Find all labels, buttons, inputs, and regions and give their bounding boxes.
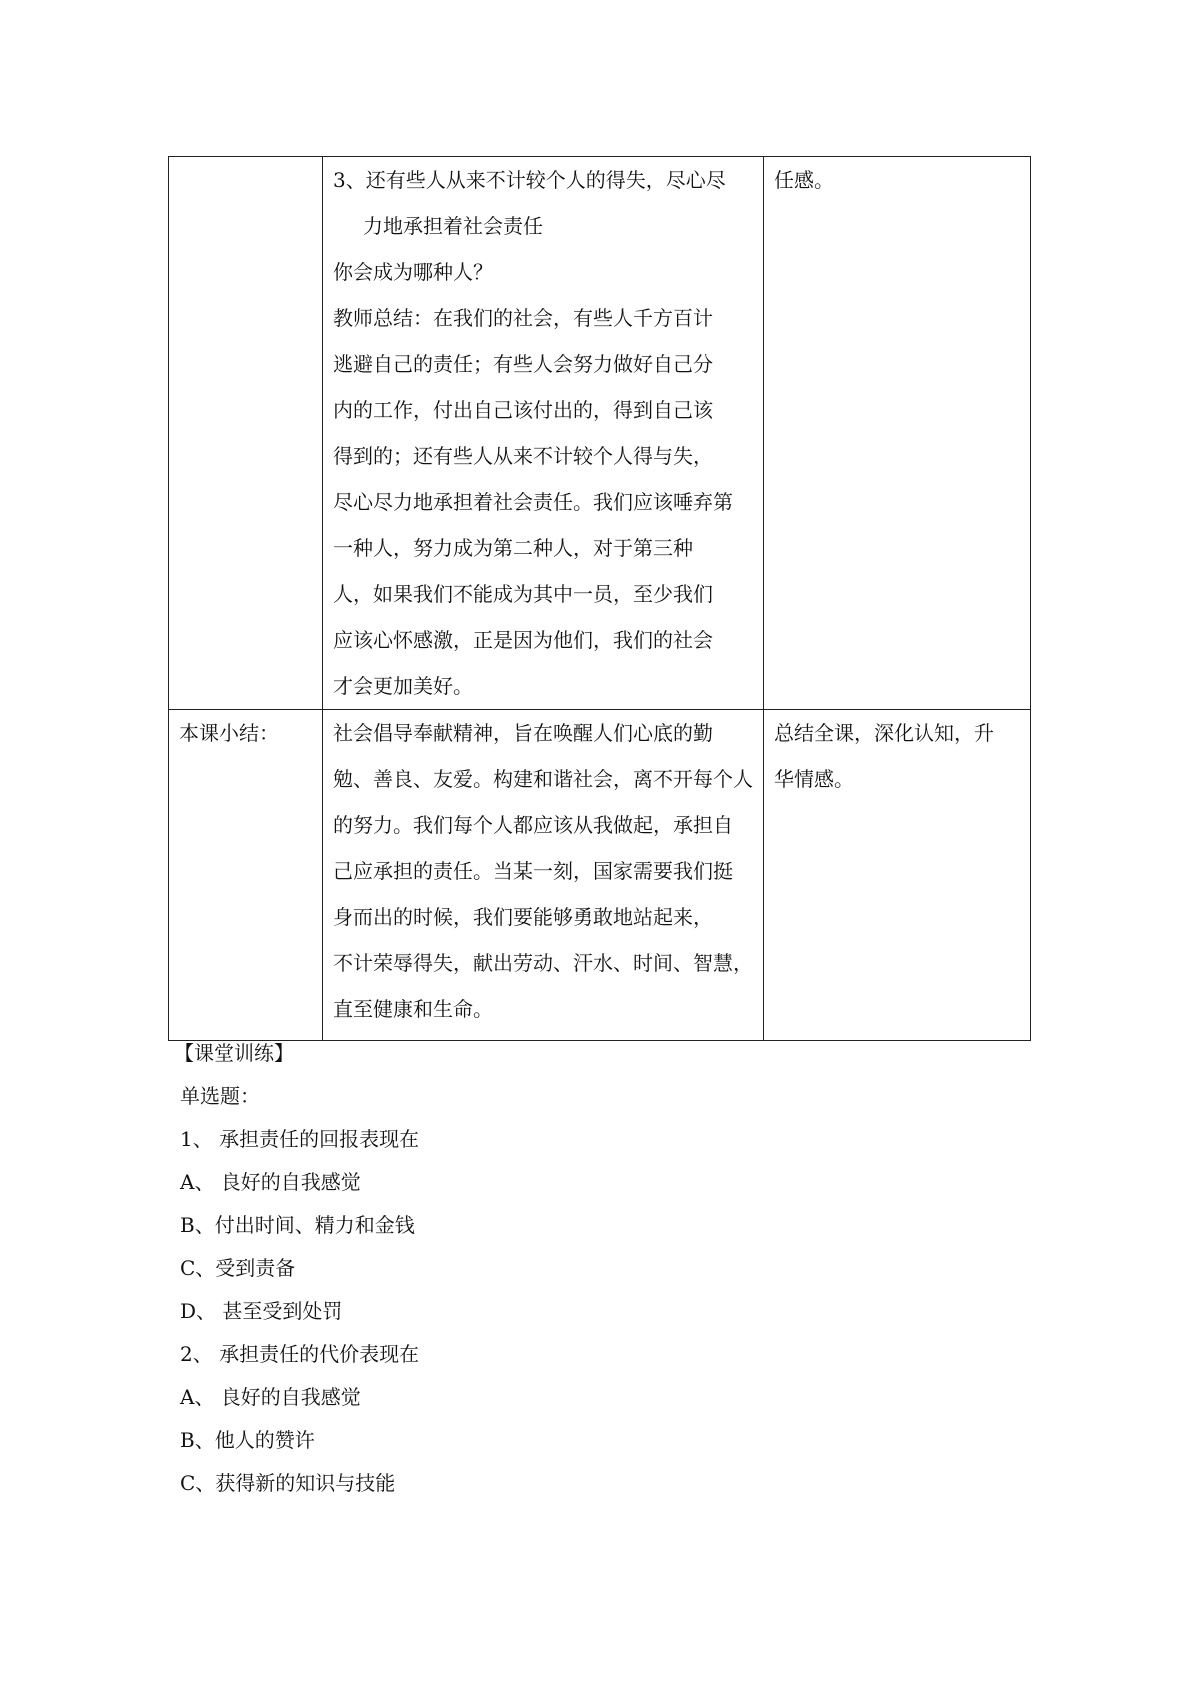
content-line: 应该心怀感激，正是因为他们，我们的社会 [333,628,713,652]
question-1-option-b: B、付出时间、精力和金钱 [180,1213,415,1237]
content-line: 尽心尽力地承担着社会责任。我们应该唾弃第 [333,490,733,514]
note-line: 任感。 [774,168,834,192]
content-line: 你会成为哪种人？ [333,260,493,284]
table-row [169,710,1031,1041]
row1-label-cell [169,157,323,710]
question-2-option-b: B、他人的赞许 [180,1428,315,1452]
note-line: 总结全课，深化认知，升 [774,721,994,745]
content-line: 内的工作，付出自己该付出的，得到自己该 [333,398,713,422]
question-1: 1、 承担责任的回报表现在 [180,1127,420,1151]
question-1-option-c: C、受到责备 [180,1256,296,1280]
content-line: 3、还有些人从来不计较个人的得失，尽心尽 [333,168,726,192]
note-line: 华情感。 [774,767,854,791]
row1-note-cell [764,157,1031,710]
question-2-option-a: A、 良好的自我感觉 [180,1385,361,1409]
content-line: 直至健康和生命。 [333,997,493,1021]
content-line: 才会更加美好。 [333,674,473,698]
content-line: 身而出的时候，我们要能够勇敢地站起来， [333,905,713,929]
content-line: 一种人，努力成为第二种人，对于第三种 [333,536,693,560]
question-2-option-c: C、获得新的知识与技能 [180,1471,396,1495]
content-line: 逃避自己的责任；有些人会努力做好自己分 [333,352,713,376]
table-row [169,157,1031,710]
classroom-exercise [174,1032,420,1505]
summary-label: 本课小结： [179,721,279,745]
content-line: 得到的；还有些人从来不计较个人得与失， [333,444,713,468]
content-line: 社会倡导奉献精神，旨在唤醒人们心底的勤 [333,721,713,745]
question-type-label: 单选题： [180,1084,260,1108]
lesson-plan-table [168,156,1031,1041]
exercise-heading: 【课堂训练】 [174,1041,294,1065]
question-2: 2、 承担责任的代价表现在 [180,1342,420,1366]
content-line: 力地承担着社会责任 [363,214,543,238]
row2-content-cell [323,710,764,1041]
row2-label-cell [169,710,323,1041]
question-1-option-d: D、 甚至受到处罚 [180,1299,343,1323]
content-line: 教师总结：在我们的社会，有些人千方百计 [333,306,713,330]
content-line: 不计荣辱得失，献出劳动、汗水、时间、智慧， [333,951,753,975]
content-line: 人，如果我们不能成为其中一员，至少我们 [333,582,713,606]
content-line: 勉、善良、友爱。构建和谐社会，离不开每个人 [333,767,753,791]
content-line: 己应承担的责任。当某一刻，国家需要我们挺 [333,859,733,883]
question-1-option-a: A、 良好的自我感觉 [180,1170,361,1194]
row1-content-cell [323,157,764,710]
content-line: 的努力。我们每个人都应该从我做起，承担自 [333,813,733,837]
row2-note-cell [764,710,1031,1041]
